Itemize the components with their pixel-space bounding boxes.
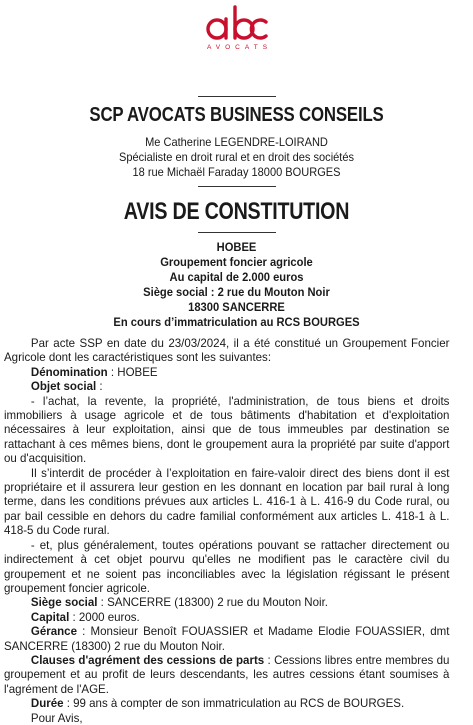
denomination-value: : HOBEE — [107, 364, 158, 379]
entity-seat: Siège social : 2 rue du Mouton Noir — [143, 285, 330, 299]
divider-top — [198, 96, 276, 97]
capital-line — [4, 610, 449, 624]
firm-logo — [0, 4, 473, 51]
objet-label: Objet social — [30, 379, 97, 394]
notice-body — [4, 336, 449, 725]
entity-name: HOBEE — [216, 240, 257, 254]
clauses-label: Clauses d'agrément des cessions de parts — [30, 652, 265, 667]
entity-type: Groupement foncier agricole — [160, 255, 313, 269]
siege-label: Siège social — [30, 595, 98, 610]
gerance-line — [4, 624, 449, 653]
entity-city: 18300 SANCERRE — [188, 300, 285, 314]
objet-colon: : — [96, 379, 103, 394]
abc-logo-icon — [204, 4, 270, 44]
firm-lawyer: Me Catherine LEGENDRE-LOIRAND — [145, 135, 328, 149]
capital-label: Capital — [30, 609, 70, 624]
entity-capital: Au capital de 2.000 euros — [169, 270, 304, 284]
capital-value: : 2000 euros. — [69, 609, 140, 624]
firm-address: 18 rue Michaël Faraday 18000 BOURGES — [132, 165, 341, 179]
entity-block — [0, 240, 473, 330]
objet-paragraph-1: - l’achat, la revente, la propriété, l'administration, de tous biens et droits immobiliers à usage agricole et de tous bâtiments d'habitation et d'exploitation nécessaires à leur exploitation, ainsi que de tous immeubles par destination se rattachant à ces mêmes biens, dont le groupement aura la propriété par suite d'apport ou d'acquisition. — [4, 393, 450, 466]
siege-line — [4, 595, 449, 609]
denomination-line — [4, 365, 449, 379]
firm-name: SCP AVOCATS BUSINESS CONSEILS — [89, 104, 384, 126]
gerance-label: Gérance — [30, 624, 77, 639]
notice-title: AVIS DE CONSTITUTION — [123, 198, 350, 225]
siege-value: : SANCERRE (18300) 2 rue du Mouton Noir. — [97, 595, 328, 610]
clauses-value: : Cessions libres entre membres du groupement et au profit de leurs descendants, les autres cessions étant soumises à l'agrément de l'AGE. — [4, 652, 450, 696]
firm-specialty: Spécialiste en droit rural et en droit des sociétés — [118, 150, 355, 164]
objet-paragraph-2: Il s’interdit de procéder à l’exploitation en faire-valoir direct des biens dont il est propriétaire et il assurera leur gestion en les donnant en location par bail rural à long terme, dans les conditions prévues aux articles L. 416-1 à L. 416-9 du Code rural, ou par bail cessible en dehors du cadre familial conformément aux articles L. 418-1 à L. 418-5 du Code rural. — [4, 465, 450, 538]
duree-line — [4, 696, 449, 710]
objet-paragraph-3: - et, plus généralement, toutes opérations pouvant se rattacher directement ou indirectement à cet objet pourvu qu'elles ne modifient pas le caractère civil du groupement et ne soient pas inconciliables avec la législation régissant le présent groupement foncier agricole. — [4, 537, 450, 595]
intro-paragraph: Par acte SSP en date du 23/03/2024, il a été constitué un Groupement Foncier Agricole dont les caractéristiques sont les suivantes: — [4, 336, 450, 365]
firm-details — [0, 135, 473, 180]
denomination-label: Dénomination — [30, 364, 108, 379]
duree-label: Durée — [30, 696, 64, 711]
clauses-line — [4, 653, 449, 696]
duree-value: : 99 ans à compter de son immatriculation au RCS de BOURGES. — [63, 696, 405, 711]
closing-line: Pour Avis, — [30, 710, 83, 725]
divider-bottom — [198, 232, 276, 233]
gerance-value: : Monsieur Benoît FOUASSIER et Madame Elodie FOUASSIER, dmt SANCERRE (18300) 2 rue du Mouton Noir. — [4, 624, 450, 653]
divider-middle — [198, 186, 276, 187]
logo-subtitle: AVOCATS — [206, 44, 273, 51]
objet-heading — [4, 379, 449, 393]
entity-registration: En cours d’immatriculation au RCS BOURGES — [113, 315, 360, 329]
